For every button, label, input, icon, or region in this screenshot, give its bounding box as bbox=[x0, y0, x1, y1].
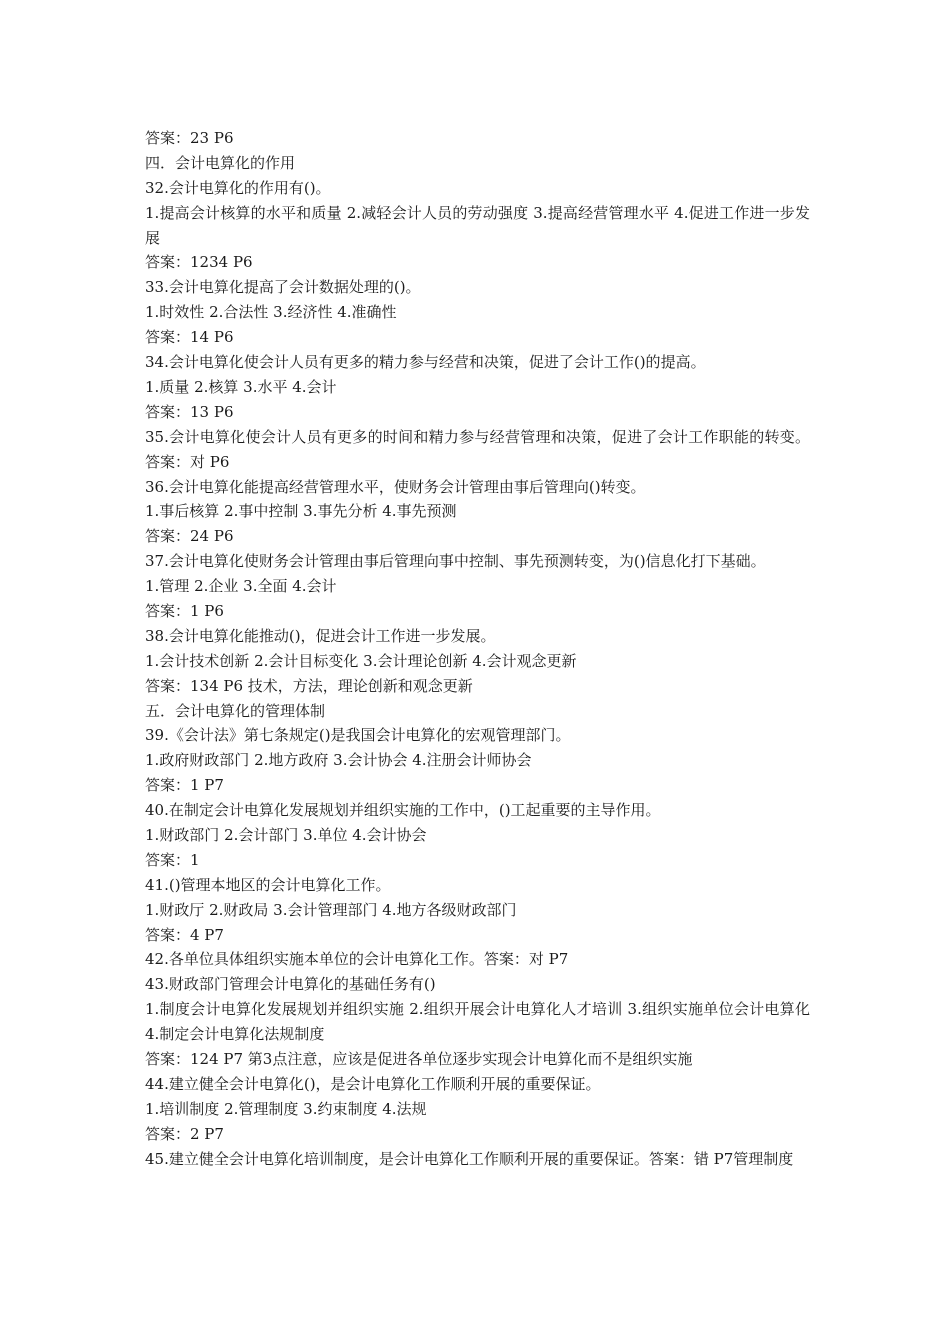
answer-40: 答案：1 bbox=[145, 850, 200, 869]
question-44: 44.建立健全会计电算化()，是会计电算化工作顺利开展的重要保证。 bbox=[145, 1074, 601, 1093]
answer-43: 答案：124 P7 第3点注意，应该是促进各单位逐步实现会计电算化而不是组织实施 bbox=[145, 1050, 693, 1069]
question-38: 38.会计电算化能推动()，促进会计工作进一步发展。 bbox=[145, 626, 496, 645]
options-32: 1.提高会计核算的水平和质量 2.减轻会计人员的劳动强度 3.提高经营管理水平 4.促进工作进一步发展 bbox=[145, 203, 810, 247]
question-45: 45.建立健全会计电算化培训制度，是会计电算化工作顺利开展的重要保证。答案：错 P7管理制度 bbox=[145, 1149, 794, 1168]
answer-41: 答案：4 P7 bbox=[145, 925, 224, 944]
options-33: 1.时效性 2.合法性 3.经济性 4.准确性 bbox=[145, 303, 397, 322]
answer-line: 答案：23 P6 bbox=[145, 129, 234, 147]
question-39: 39.《会计法》第七条规定()是我国会计电算化的宏观管理部门。 bbox=[145, 726, 571, 745]
question-35: 35.会计电算化使会计人员有更多的时间和精力参与经营管理和决策，促进了会计工作职能的转变。答案：对 P6 bbox=[145, 427, 810, 471]
section-heading: 四．会计电算化的作用 bbox=[145, 153, 296, 172]
options-43: 1.制度会计电算化发展规划并组织实施 2.组织开展会计电算化人才培训 3.组织实施单位会计电算化 4.制定会计电算化法规制度 bbox=[145, 1000, 810, 1044]
options-36: 1.事后核算 2.事中控制 3.事先分析 4.事先预测 bbox=[145, 502, 457, 521]
question-40: 40.在制定会计电算化发展规划并组织实施的工作中，()工起重要的主导作用。 bbox=[145, 801, 661, 820]
options-41: 1.财政厅 2.财政局 3.会计管理部门 4.地方各级财政部门 bbox=[145, 900, 517, 919]
question-42: 42.各单位具体组织实施本单位的会计电算化工作。答案：对 P7 bbox=[145, 950, 569, 969]
answer-36: 答案：24 P6 bbox=[145, 527, 234, 546]
options-34: 1.质量 2.核算 3.水平 4.会计 bbox=[145, 377, 337, 396]
answer-39: 答案：1 P7 bbox=[145, 776, 224, 795]
question-43: 43.财政部门管理会计电算化的基础任务有() bbox=[145, 975, 436, 994]
question-34: 34.会计电算化使会计人员有更多的精力参与经营和决策，促进了会计工作()的提高。 bbox=[145, 353, 706, 372]
document-page bbox=[145, 126, 810, 1172]
options-40: 1.财政部门 2.会计部门 3.单位 4.会计协会 bbox=[145, 826, 427, 845]
answer-38: 答案：134 P6 技术，方法，理论创新和观念更新 bbox=[145, 676, 473, 695]
options-38: 1.会计技术创新 2.会计目标变化 3.会计理论创新 4.会计观念更新 bbox=[145, 651, 577, 670]
answer-34: 答案：13 P6 bbox=[145, 402, 234, 421]
question-36: 36.会计电算化能提高经营管理水平，使财务会计管理由事后管理向()转变。 bbox=[145, 477, 646, 496]
question-33: 33.会计电算化提高了会计数据处理的()。 bbox=[145, 278, 421, 297]
options-39: 1.政府财政部门 2.地方政府 3.会计协会 4.注册会计师协会 bbox=[145, 751, 532, 770]
answer-37: 答案：1 P6 bbox=[145, 602, 224, 620]
options-37: 1.管理 2.企业 3.全面 4.会计 bbox=[145, 577, 337, 596]
options-44: 1.培训制度 2.管理制度 3.约束制度 4.法规 bbox=[145, 1099, 427, 1118]
question-32: 32.会计电算化的作用有()。 bbox=[145, 178, 331, 197]
question-41: 41.()管理本地区的会计电算化工作。 bbox=[145, 875, 391, 894]
answer-33: 答案：14 P6 bbox=[145, 328, 234, 347]
section-heading: 五．会计电算化的管理体制 bbox=[145, 701, 326, 720]
question-37: 37.会计电算化使财务会计管理由事后管理向事中控制、事先预测转变，为()信息化打下基础。 bbox=[145, 552, 766, 571]
answer-32: 答案：1234 P6 bbox=[145, 253, 253, 272]
answer-44: 答案：2 P7 bbox=[145, 1124, 224, 1143]
